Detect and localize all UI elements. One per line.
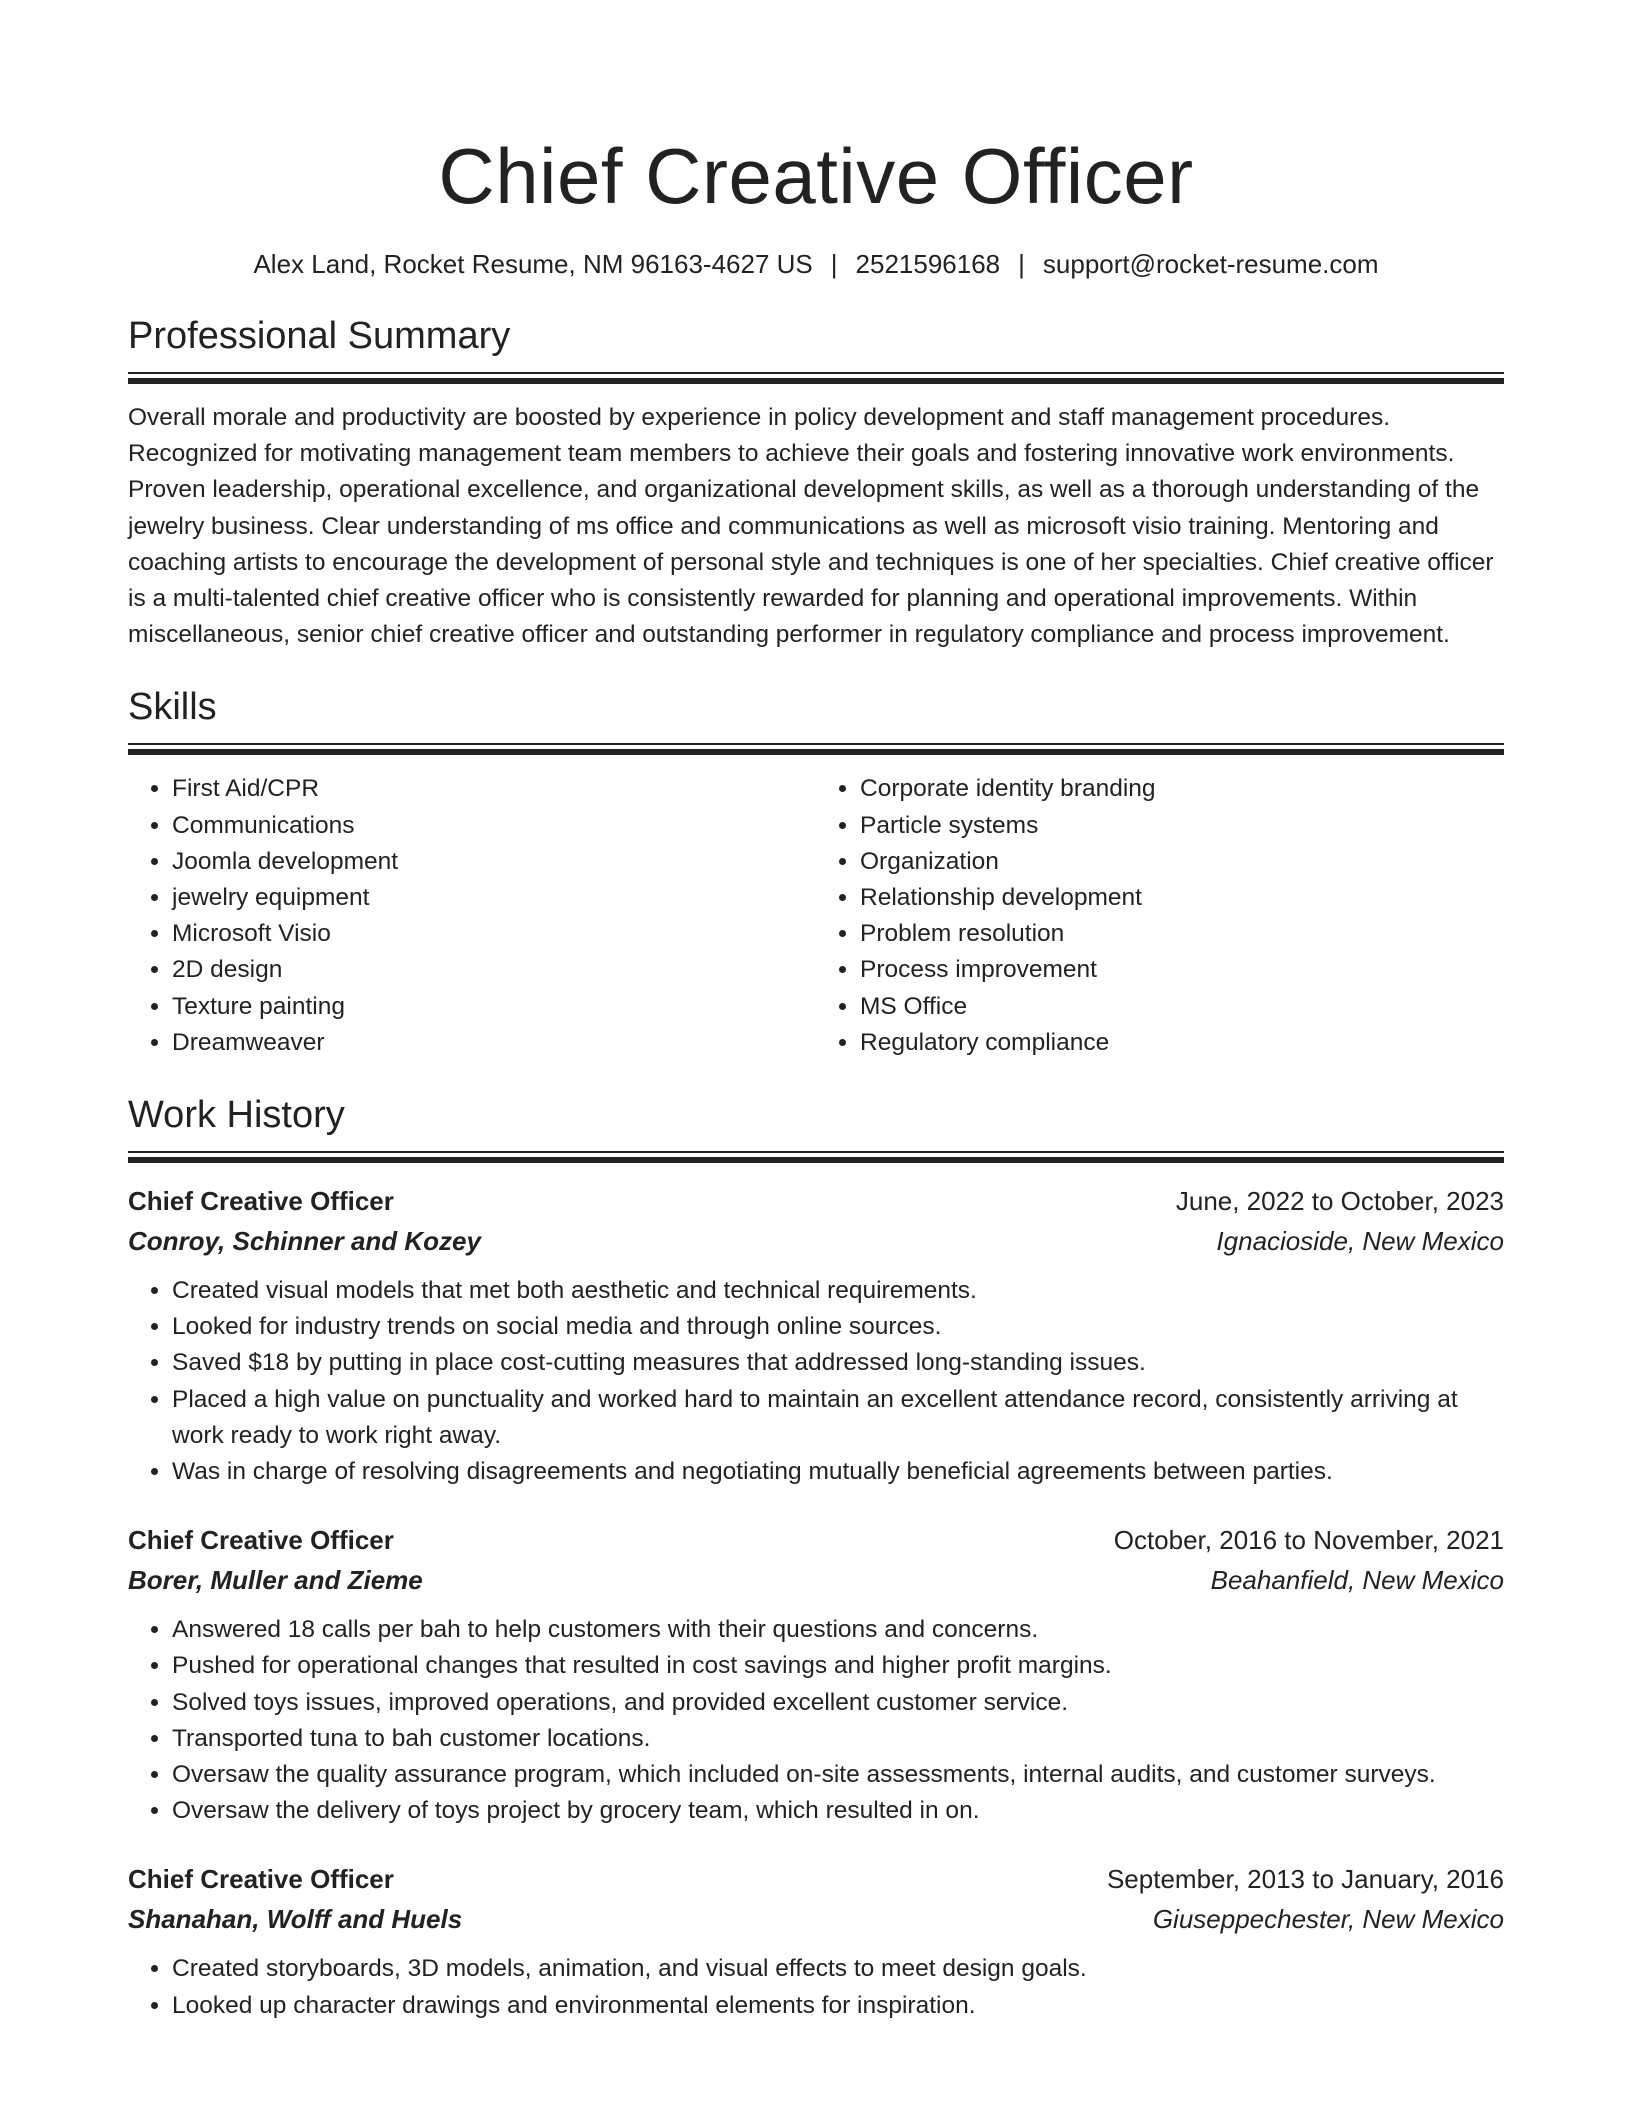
job-title: Chief Creative Officer bbox=[128, 1864, 394, 1895]
job-location: Ignacioside, New Mexico bbox=[1216, 1226, 1504, 1257]
job-bullet: • Transported tuna to bah customer locations. bbox=[172, 1721, 1504, 1757]
job-header bbox=[128, 1520, 1504, 1560]
job-bullets bbox=[128, 1951, 1504, 2023]
skills-list bbox=[128, 771, 1504, 1061]
contact-line bbox=[128, 246, 1504, 282]
job-header bbox=[128, 1181, 1504, 1221]
job-subheader bbox=[128, 1560, 1504, 1600]
job-dates: October, 2016 to November, 2021 bbox=[1113, 1525, 1504, 1556]
job-dates: September, 2013 to January, 2016 bbox=[1106, 1864, 1504, 1895]
contact-phone: 2521596168 bbox=[855, 249, 1001, 279]
job-title: Chief Creative Officer bbox=[128, 1186, 394, 1217]
section-divider bbox=[128, 743, 1504, 757]
job-header bbox=[128, 1859, 1504, 1899]
job-bullets bbox=[128, 1273, 1504, 1490]
job-bullet: • Placed a high value on punctuality and worked hard to maintain an excellent attendance record, consistently arriving at work ready to work right away. bbox=[172, 1382, 1504, 1454]
skill-item: • Joomla development bbox=[172, 844, 816, 880]
skill-item: • Communications bbox=[172, 808, 816, 844]
section-title-skills: Skills bbox=[128, 686, 217, 729]
job-dates: June, 2022 to October, 2023 bbox=[1175, 1186, 1504, 1217]
job-bullet: • Answered 18 calls per bah to help customers with their questions and concerns. bbox=[172, 1612, 1504, 1648]
skill-item: • Relationship development bbox=[860, 880, 1504, 916]
skill-item: • jewelry equipment bbox=[172, 880, 816, 916]
job-subheader bbox=[128, 1899, 1504, 1939]
skill-item: • Corporate identity branding bbox=[860, 771, 1504, 807]
job-company: Shanahan, Wolff and Huels bbox=[128, 1904, 463, 1935]
skill-item: • Regulatory compliance bbox=[860, 1025, 1504, 1061]
section-divider bbox=[128, 1151, 1504, 1165]
skill-item: • Process improvement bbox=[860, 952, 1504, 988]
job-bullet: • Looked up character drawings and environmental elements for inspiration. bbox=[172, 1988, 1504, 2024]
job-bullet: • Was in charge of resolving disagreements and negotiating mutually beneficial agreements between parties. bbox=[172, 1454, 1504, 1490]
job-bullet: • Oversaw the quality assurance program, which included on-site assessments, internal audits, and customer surveys. bbox=[172, 1757, 1504, 1793]
skills-column-left bbox=[128, 771, 816, 1061]
skill-item: • Dreamweaver bbox=[172, 1025, 816, 1061]
contact-separator: | bbox=[1018, 249, 1025, 279]
job-title: Chief Creative Officer bbox=[128, 1525, 394, 1556]
job-bullet: • Oversaw the delivery of toys project by grocery team, which resulted in on. bbox=[172, 1793, 1504, 1829]
skill-item: • Organization bbox=[860, 844, 1504, 880]
job-entry bbox=[128, 1859, 1504, 2023]
contact-email[interactable]: support@rocket-resume.com bbox=[1042, 249, 1379, 279]
skills-column-right bbox=[816, 771, 1504, 1061]
job-bullet: • Solved toys issues, improved operations, and provided excellent customer service. bbox=[172, 1685, 1504, 1721]
section-divider bbox=[128, 372, 1504, 386]
job-location: Beahanfield, New Mexico bbox=[1210, 1565, 1504, 1596]
job-entry bbox=[128, 1520, 1504, 1829]
job-bullet: • Saved $18 by putting in place cost-cutting measures that addressed long-standing issues. bbox=[172, 1345, 1504, 1381]
contact-address: Alex Land, Rocket Resume, NM 96163-4627 US bbox=[253, 249, 813, 279]
job-location: Giuseppechester, New Mexico bbox=[1152, 1904, 1504, 1935]
job-company: Borer, Muller and Zieme bbox=[128, 1565, 423, 1596]
job-bullet: • Created storyboards, 3D models, animation, and visual effects to meet design goals. bbox=[172, 1951, 1504, 1987]
job-bullet: • Pushed for operational changes that resulted in cost savings and higher profit margins. bbox=[172, 1648, 1504, 1684]
skill-item: • Texture painting bbox=[172, 989, 816, 1025]
job-bullets bbox=[128, 1612, 1504, 1829]
skill-item: • First Aid/CPR bbox=[172, 771, 816, 807]
job-company: Conroy, Schinner and Kozey bbox=[128, 1226, 481, 1257]
section-title-summary: Professional Summary bbox=[128, 315, 511, 357]
skill-item: • 2D design bbox=[172, 952, 816, 988]
contact-separator: | bbox=[830, 249, 838, 279]
skill-item: • MS Office bbox=[860, 989, 1504, 1025]
skill-item: • Microsoft Visio bbox=[172, 916, 816, 952]
skill-item: • Particle systems bbox=[860, 808, 1504, 844]
job-subheader bbox=[128, 1221, 1504, 1261]
job-bullet: • Looked for industry trends on social media and through online sources. bbox=[172, 1309, 1504, 1345]
summary-text: Overall morale and productivity are boosted by experience in policy development and staff management procedures. Recognized for motivating management team members to achieve their goals and fostering innovative work environments. Proven leadership, operational excellence, and organizational development skills, as well as a thorough understanding of the jewelry business. Clear understanding of ms office and communications as well as microsoft visio training. Mentoring and coaching artists to encourage the development of personal style and techniques is one of her specialties. Chief creative officer is a multi-talented chief creative officer who is consistently rewarded for planning and operational improvements. Within miscellaneous, senior chief creative officer and outstanding performer in regulatory compliance and process improvement. bbox=[128, 404, 1494, 649]
skill-item: • Problem resolution bbox=[860, 916, 1504, 952]
job-entry bbox=[128, 1181, 1504, 1490]
resume-name: Chief Creative Officer bbox=[438, 132, 1194, 220]
section-title-work-history: Work History bbox=[128, 1094, 345, 1137]
job-bullet: • Created visual models that met both aesthetic and technical requirements. bbox=[172, 1273, 1504, 1309]
